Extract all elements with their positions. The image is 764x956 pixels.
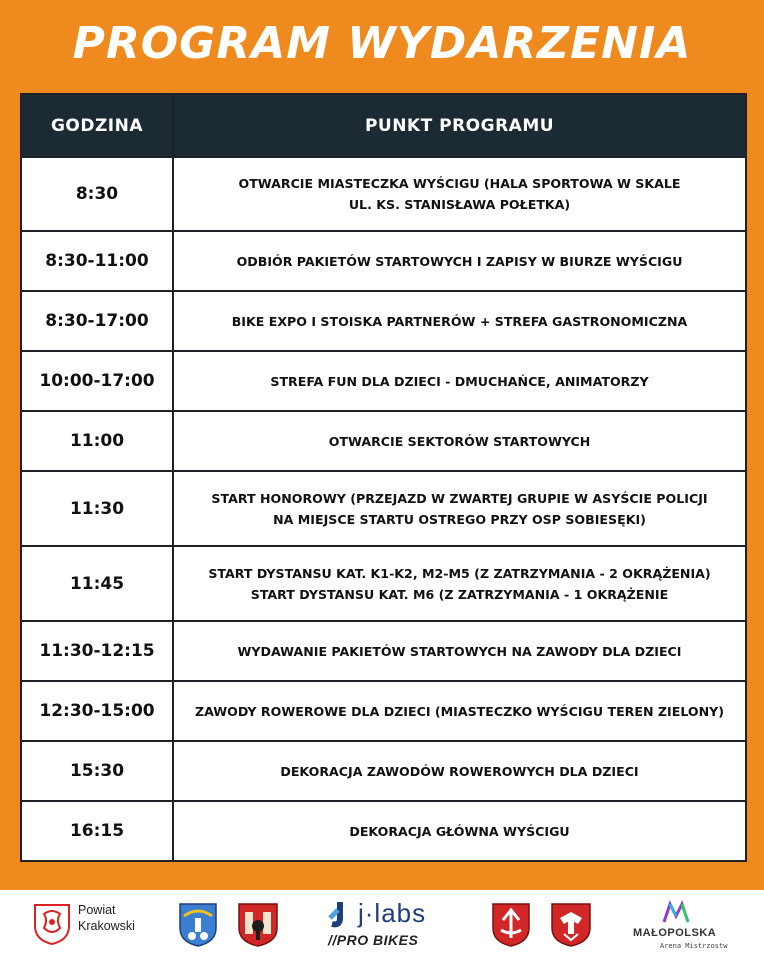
column-header-program: PUNKT PROGRAMU bbox=[173, 94, 746, 157]
row-description-line: START HONOROWY (PRZEJAZD W ZWARTEJ GRUPIE W ASYŚCIE POLICJI bbox=[211, 490, 708, 506]
row-time: 15:30 bbox=[21, 741, 173, 801]
table-row bbox=[21, 681, 746, 741]
table-row bbox=[21, 621, 746, 681]
jlabs-logo-icon bbox=[326, 900, 354, 928]
row-description-line: NA MIEJSCE STARTU OSTREGO PRZY OSP SOBIESĘKI) bbox=[273, 511, 646, 527]
table-row bbox=[21, 741, 746, 801]
powiat-krakowski-label bbox=[78, 902, 135, 934]
table-row bbox=[21, 801, 746, 861]
row-description-line: OTWARCIE SEKTORÓW STARTOWYCH bbox=[328, 433, 591, 449]
row-description-line: UL. KS. STANISŁAWA POŁETKA) bbox=[348, 197, 571, 212]
row-time: 16:15 bbox=[21, 801, 173, 861]
sponsor-footer bbox=[0, 890, 764, 956]
row-description-line: STREFA FUN DLA DZIECI - DMUCHAŃCE, ANIMATORZY bbox=[270, 373, 649, 389]
table-row bbox=[21, 411, 746, 471]
row-description bbox=[173, 801, 746, 861]
table-row bbox=[21, 546, 746, 621]
row-description-line: DEKORACJA GŁÓWNA WYŚCIGU bbox=[349, 823, 570, 839]
schedule-table bbox=[20, 93, 747, 862]
gmina-crest-blue-icon bbox=[178, 902, 218, 948]
row-description bbox=[173, 681, 746, 741]
row-time: 11:45 bbox=[21, 546, 173, 621]
row-description-line: ODBIÓR PAKIETÓW STARTOWYCH I ZAPISY W BIURZE WYŚCIGU bbox=[236, 253, 683, 269]
table-row bbox=[21, 471, 746, 546]
row-time: 11:30-12:15 bbox=[21, 621, 173, 681]
row-time: 12:30-15:00 bbox=[21, 681, 173, 741]
row-description bbox=[173, 741, 746, 801]
table-row bbox=[21, 157, 746, 231]
table-row bbox=[21, 291, 746, 351]
powiat-label-line: Powiat bbox=[78, 903, 116, 917]
row-description bbox=[173, 291, 746, 351]
row-description-line: ZAWODY ROWEROWE DLA DZIECI (MIASTECZKO WYŚCIGU TEREN ZIELONY) bbox=[194, 703, 725, 719]
row-time: 10:00-17:00 bbox=[21, 351, 173, 411]
probikes-logo-text: //PRO BIKES bbox=[328, 932, 419, 948]
table-row bbox=[21, 351, 746, 411]
row-time: 8:30-11:00 bbox=[21, 231, 173, 291]
row-description bbox=[173, 157, 746, 231]
row-description bbox=[173, 351, 746, 411]
malopolska-logo-text: MAŁOPOLSKA bbox=[633, 927, 717, 939]
row-description-line: OTWARCIE MIASTECZKA WYŚCIGU (HALA SPORTOWA W SKALE bbox=[238, 176, 681, 191]
table-header-row bbox=[21, 94, 746, 157]
row-description-line: WYDAWANIE PAKIETÓW STARTOWYCH NA ZAWODY DLA DZIECI bbox=[237, 643, 682, 659]
row-description-line: DEKORACJA ZAWODÓW ROWEROWYCH DLA DZIECI bbox=[280, 763, 639, 779]
skala-crest-icon bbox=[237, 902, 279, 948]
row-time: 8:30-17:00 bbox=[21, 291, 173, 351]
table-row bbox=[21, 231, 746, 291]
row-time: 11:30 bbox=[21, 471, 173, 546]
row-description bbox=[173, 471, 746, 546]
gmina-crest-red-icon bbox=[491, 902, 531, 948]
row-description bbox=[173, 231, 746, 291]
eagle-crest-icon bbox=[550, 902, 592, 948]
row-description-line: BIKE EXPO I STOISKA PARTNERÓW + STREFA GASTRONOMICZNA bbox=[231, 313, 688, 329]
powiat-label-line: Krakowski bbox=[78, 919, 135, 933]
row-description-line: START DYSTANSU KAT. M6 (Z ZATRZYMANIA - 1 OKRĄŻENIE bbox=[250, 586, 669, 602]
column-header-time: GODZINA bbox=[21, 94, 173, 157]
jlabs-logo-text: j·labs bbox=[358, 898, 427, 928]
row-description bbox=[173, 546, 746, 621]
malopolska-subtitle: Arena Mistrzostw bbox=[660, 942, 728, 950]
row-description-line: START DYSTANSU KAT. K1-K2, M2-M5 (Z ZATRZYMANIA - 2 OKRĄŻENIA) bbox=[208, 565, 711, 581]
page-title: PROGRAM WYDARZENIA bbox=[72, 18, 692, 69]
powiat-krakowski-crest-icon bbox=[32, 902, 72, 946]
row-description bbox=[173, 411, 746, 471]
row-time: 11:00 bbox=[21, 411, 173, 471]
row-time: 8:30 bbox=[21, 157, 173, 231]
malopolska-logo-icon bbox=[662, 900, 690, 924]
row-description bbox=[173, 621, 746, 681]
